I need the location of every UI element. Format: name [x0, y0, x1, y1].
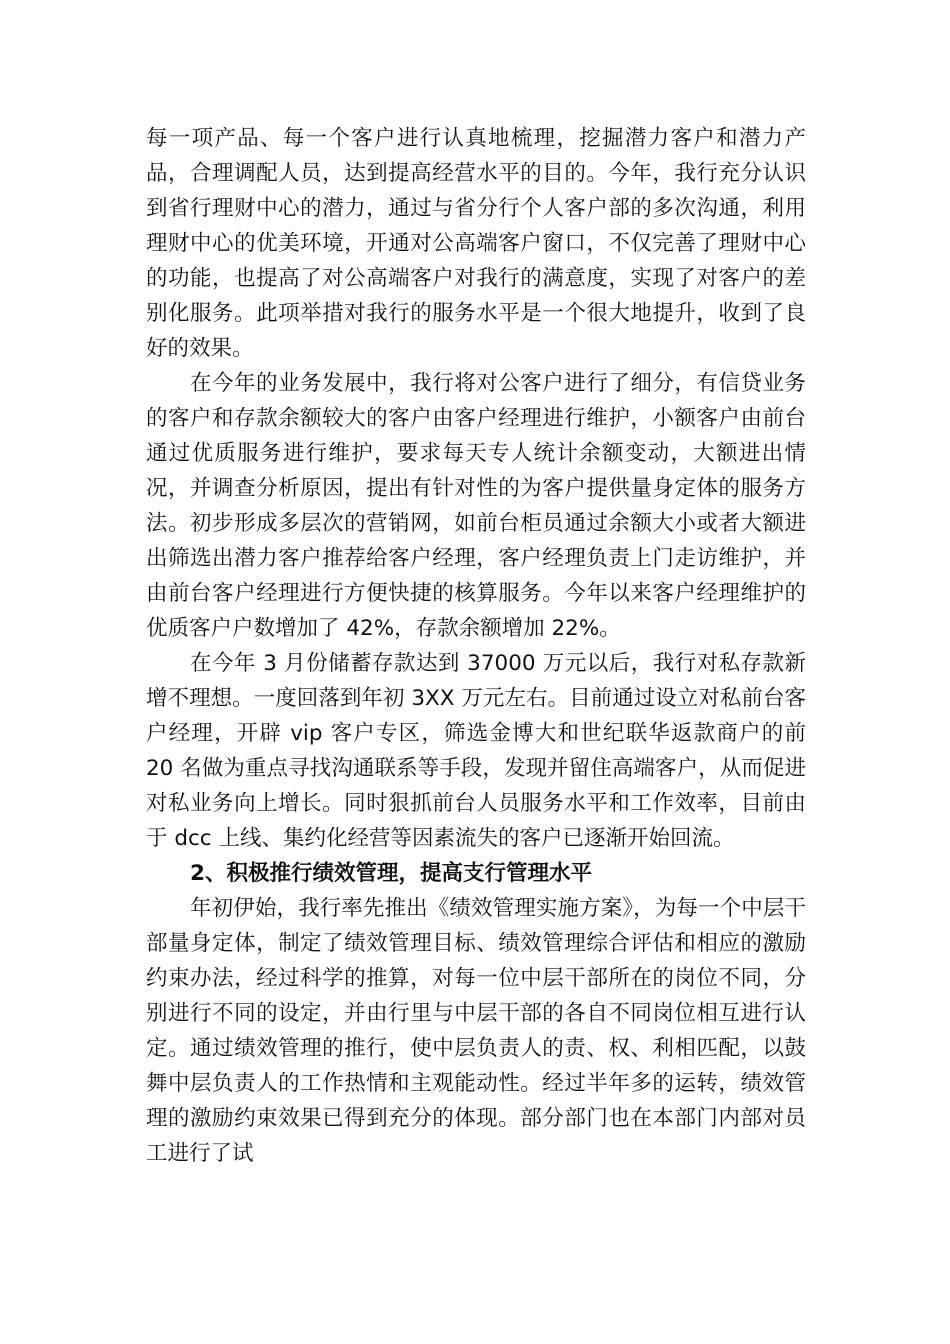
section-heading-performance-management: 2、积极推行绩效管理，提高支行管理水平 — [190, 861, 592, 886]
paragraph-corporate-client-segmentation: 在今年的业务发展中，我行将对公客户进行了细分，有信贷业务的客户和存款余额较大的客户由客户经理进行维护，小额客户由前台通过优质服务进行维护，要求每天专人统计余额变动，大额进出情况，并调查分析原因，提出有针对性的为客户提供量身定体的服务方法。初步形成多层次的营销网，如前台柜员通过余额大小或者大额进出筛选出潜力客户推荐给客户经理，客户经理负责上门走访维护，并由前台客户经理进行方便快捷的核算服务。今年以来客户经理维护的优质客户户数增加了 42%，存款余额增加 22%。 — [146, 371, 806, 641]
paragraph-service-improvement: 每一项产品、每一个客户进行认真地梳理，挖掘潜力客户和潜力产品，合理调配人员，达到提高经营水平的目的。今年，我行充分认识到省行理财中心的潜力，通过与省分行个人客户部的多次沟通，利用理财中心的优美环境，开通对公高端客户窗口，不仅完善了理财中心的功能，也提高了对公高端客户对我行的满意度，实现了对客户的差别化服务。此项举措对我行的服务水平是一个很大地提升，收到了良好的效果。 — [146, 126, 806, 361]
paragraph-performance-management: 年初伊始，我行率先推出《绩效管理实施方案》，为每一个中层干部量身定体，制定了绩效管理目标、绩效管理综合评估和相应的激励约束办法，经过科学的推算，对每一位中层干部所在的岗位不同，分别进行不同的设定，并由行里与中层干部的各自不同岗位相互进行认定。通过绩效管理的推行，使中层负责人的责、权、利相匹配，以鼓舞中层负责人的工作热情和主观能动性。经过半年多的运转，绩效管理的激励约束效果已得到充分的体现。部分部门也在本部门内部对员工进行了试 — [146, 896, 806, 1166]
paragraph-savings-deposits: 在今年 3 月份储蓄存款达到 37000 万元以后，我行对私存款新增不理想。一度回落到年初 3XX 万元左右。目前通过设立对私前台客户经理，开辟 vip 客户专区，筛选金博大和世纪联华返款商户的前 20 名做为重点寻找沟通联系等手段，发现并留住高端客户，从而促进对私业务向上增长。同时狠抓前台人员服务水平和工作效率，目前由于 dcc 上线、集约化经营等因素流失的客户已逐渐开始回流。 — [146, 651, 806, 851]
document-page — [146, 121, 806, 1171]
